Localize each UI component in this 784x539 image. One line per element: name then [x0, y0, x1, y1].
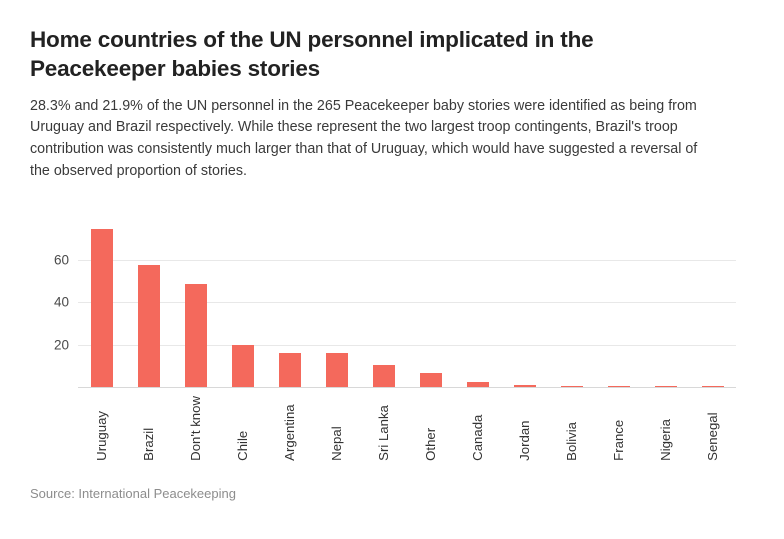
bar-slot	[313, 218, 360, 388]
x-axis-tick-label: Brazil	[140, 428, 156, 462]
x-axis-tick-label: Bolivia	[563, 422, 579, 462]
bar-slot	[219, 218, 266, 388]
x-axis-tick-label: Other	[422, 428, 438, 462]
bar	[373, 365, 395, 388]
x-axis-label-slot	[125, 396, 172, 461]
x-axis-label-slot	[689, 396, 736, 461]
bar	[279, 353, 301, 388]
x-axis-label-slot	[501, 396, 548, 461]
bar-series	[78, 218, 736, 388]
plot-area	[53, 218, 736, 388]
x-axis-label-slot	[360, 396, 407, 461]
bar-slot	[595, 218, 642, 388]
bar-slot	[689, 218, 736, 388]
x-axis-line	[78, 387, 736, 388]
bar-slot	[501, 218, 548, 388]
x-axis-tick-label: Sri Lanka	[375, 405, 391, 462]
bar	[420, 373, 442, 389]
x-axis-label-slot	[642, 396, 689, 461]
bar	[326, 353, 348, 388]
x-axis-tick-label: Don't know	[187, 396, 203, 462]
bar	[185, 284, 207, 388]
bar-chart	[30, 210, 754, 510]
bar-slot	[642, 218, 689, 388]
x-axis-tick-label: Uruguay	[93, 411, 109, 462]
x-axis-tick-label: Canada	[469, 415, 485, 462]
x-axis-label-slot	[266, 396, 313, 461]
bar-slot	[172, 218, 219, 388]
y-axis-tick-label: 60	[53, 252, 69, 268]
x-axis-label-slot	[548, 396, 595, 461]
bar	[91, 229, 113, 388]
x-axis-label-slot	[313, 396, 360, 461]
x-axis-label-slot	[78, 396, 125, 461]
x-axis-label-slot	[454, 396, 501, 461]
y-axis-tick-label: 40	[53, 294, 69, 310]
page-subtitle: 28.3% and 21.9% of the UN personnel in the 265 Peacekeeper baby stories were identified as being from Uruguay and Brazil respectively. While these represent the two largest troop contingents, Brazil's troop contribution was consistently much larger than that of Uruguay, which would have suggested a reversal of the observed proportion of stories.	[30, 97, 698, 179]
x-axis-tick-label: Argentina	[281, 404, 297, 462]
x-axis-label-slot	[219, 396, 266, 461]
bar-slot	[266, 218, 313, 388]
x-axis-tick-label: Jordan	[516, 420, 532, 462]
x-axis-label-slot	[595, 396, 642, 461]
bar	[138, 265, 160, 388]
bar-slot	[360, 218, 407, 388]
x-axis-labels	[78, 396, 736, 461]
source-note: Source: International Peacekeeping	[30, 486, 236, 501]
x-axis-tick-label: Senegal	[704, 412, 720, 462]
x-axis-tick-label: Nepal	[328, 426, 344, 462]
x-axis-label-slot	[407, 396, 454, 461]
x-axis-tick-label: Nigeria	[657, 419, 673, 462]
bar-slot	[78, 218, 125, 388]
x-axis-tick-label: Chile	[234, 431, 250, 462]
y-axis-tick-label: 20	[53, 337, 69, 353]
bar-slot	[548, 218, 595, 388]
bar	[232, 345, 254, 389]
bar-slot	[407, 218, 454, 388]
page-title: Home countries of the UN personnel implicated in the Peacekeeper babies stories	[30, 27, 594, 81]
bar-slot	[454, 218, 501, 388]
bar-slot	[125, 218, 172, 388]
x-axis-label-slot	[172, 396, 219, 461]
x-axis-tick-label: France	[610, 420, 626, 462]
